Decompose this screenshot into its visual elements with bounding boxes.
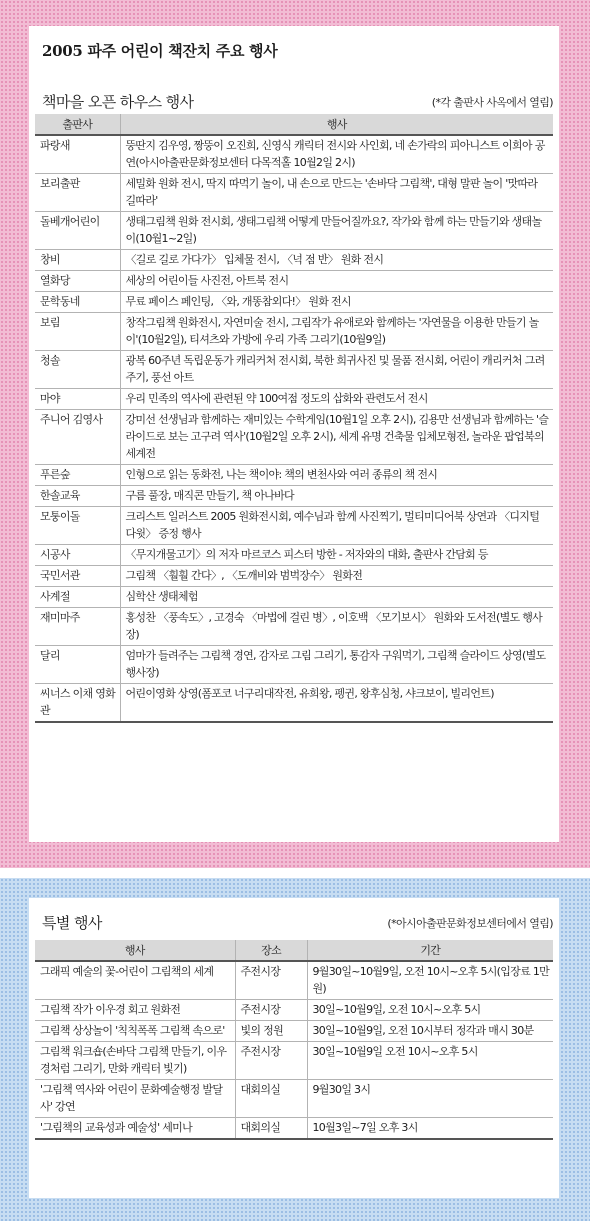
period-cell: 9월30일 3시: [307, 1080, 553, 1118]
event-cell: 심학산 생태체험: [120, 587, 553, 608]
event-cell: 강미선 선생님과 함께하는 재미있는 수학게임(10월1일 오후 2시), 김용만 선생님과 함께하는 '슬라이드로 보는 고구려 역사'(10월2일 오후 2시), 세계 유명 건축물 입체모형전, 놀라운 팝업북의 세계전: [120, 410, 553, 465]
event-cell: 어린이영화 상영(폼포코 너구리대작전, 유희왕, 펭귄, 왕후심청, 샤크보이, 빌리언트): [120, 684, 553, 723]
table-row: [35, 465, 553, 486]
table-row: [35, 961, 553, 1000]
venue-cell: 주전시장: [235, 1000, 307, 1021]
event-cell: 〈길로 길로 가다가〉 입체물 전시, 〈넉 점 반〉 원화 전시: [120, 250, 553, 271]
event-cell: 창작그림책 원화전시, 자연미술 전시, 그림작가 유애로와 함께하는 '자연물을 이용한 만들기 놀이'(10월2일), 티셔츠와 가방에 우리 가족 그리기(10월9일): [120, 313, 553, 351]
open-house-title: 책마을 오픈 하우스 행사: [42, 93, 194, 111]
period-cell: 9월30일~10월9일, 오전 10시~오후 5시(입장료 1만원): [307, 961, 553, 1000]
special-table: [35, 940, 553, 1140]
special-title: 특별 행사: [42, 914, 102, 932]
table-row: [35, 608, 553, 646]
publisher-cell: 시공사: [35, 545, 120, 566]
table-row: [35, 1000, 553, 1021]
event-cell: 세상의 어린이들 사진전, 아트북 전시: [120, 271, 553, 292]
publisher-cell: 청솔: [35, 351, 120, 389]
publisher-cell: 씨너스 이채 영화관: [35, 684, 120, 723]
event-cell: 우리 민족의 역사에 관련된 약 100여점 정도의 삽화와 관련도서 전시: [120, 389, 553, 410]
table-row: [35, 1021, 553, 1042]
period-cell: 30일~10월9일 오전 10시~오후 5시: [307, 1042, 553, 1080]
event-cell: 광복 60주년 독립운동가 캐리커처 전시회, 북한 희귀사진 및 물품 전시회, 어린이 캐리커처 그려주기, 풍선 아트: [120, 351, 553, 389]
event-cell: '그림책의 교육성과 예술성' 세미나: [35, 1118, 235, 1140]
publisher-cell: 보림: [35, 313, 120, 351]
publisher-cell: 마야: [35, 389, 120, 410]
publisher-cell: 돌베개어린이: [35, 212, 120, 250]
venue-cell: 빛의 정원: [235, 1021, 307, 1042]
venue-cell: 대회의실: [235, 1118, 307, 1140]
table-row: [35, 587, 553, 608]
publisher-cell: 한솔교육: [35, 486, 120, 507]
publisher-cell: 보리출판: [35, 174, 120, 212]
header-event: 행사: [120, 114, 553, 135]
venue-cell: 대회의실: [235, 1080, 307, 1118]
table-row: [35, 566, 553, 587]
header-publisher: 출판사: [35, 114, 120, 135]
publisher-cell: 사계절: [35, 587, 120, 608]
table-row: [35, 486, 553, 507]
table-row: [35, 684, 553, 723]
header-event: 행사: [35, 940, 235, 961]
event-cell: 크리스트 일러스트 2005 원화전시회, 예수님과 함께 사진찍기, 멀티미디어북 상연과 〈디지털 다윗〉 증정 행사: [120, 507, 553, 545]
publisher-cell: 달리: [35, 646, 120, 684]
table-row: [35, 271, 553, 292]
table-row: [35, 212, 553, 250]
event-cell: 구름 풀장, 매직콘 만들기, 책 아나바다: [120, 486, 553, 507]
table-row: [35, 646, 553, 684]
event-cell: 그림책 작가 이우경 회고 원화전: [35, 1000, 235, 1021]
event-cell: 뚱딴지 김우영, 짱뚱이 오진희, 신영식 캐릭터 전시와 사인회, 네 손가락의 피아니스트 이희아 공연(아시아출판문화정보센터 다목적홀 10월2일 2시): [120, 135, 553, 174]
event-cell: 그래픽 예술의 꽃-어린이 그림책의 세계: [35, 961, 235, 1000]
table-row: [35, 313, 553, 351]
header-period: 기간: [307, 940, 553, 961]
publisher-cell: 푸른숲: [35, 465, 120, 486]
venue-cell: 주전시장: [235, 1042, 307, 1080]
table-row: [35, 351, 553, 389]
publisher-cell: 창비: [35, 250, 120, 271]
event-cell: 무료 페이스 페인팅, 〈와, 개똥참외다!〉 원화 전시: [120, 292, 553, 313]
main-title: 2005 파주 어린이 책잔치 주요 행사: [42, 42, 278, 60]
table-row: [35, 1118, 553, 1140]
publisher-cell: 열화당: [35, 271, 120, 292]
publisher-cell: 국민서관: [35, 566, 120, 587]
table-row: [35, 1080, 553, 1118]
open-house-panel: [29, 26, 559, 842]
publisher-cell: 모퉁이돌: [35, 507, 120, 545]
period-cell: 30일~10월9일, 오전 10시~오후 5시: [307, 1000, 553, 1021]
special-panel: [29, 898, 559, 1198]
venue-cell: 주전시장: [235, 961, 307, 1000]
publisher-cell: 파랑새: [35, 135, 120, 174]
event-cell: 그림책 〈훨훨 간다〉, 〈도깨비와 범벅장수〉 원화전: [120, 566, 553, 587]
table-row: [35, 410, 553, 465]
header-venue: 장소: [235, 940, 307, 961]
publisher-cell: 주니어 김영사: [35, 410, 120, 465]
special-note: (*아시아출판문화정보센터에서 열림): [387, 917, 553, 930]
event-cell: 생태그림책 원화 전시회, 생태그림책 어떻게 만들어질까요?, 작가와 함께 하는 만들기와 생태놀이(10월1~2일): [120, 212, 553, 250]
period-cell: 10월3일~7일 오후 3시: [307, 1118, 553, 1140]
table-row: [35, 1042, 553, 1080]
event-cell: 그림책 워크숍(손바닥 그림책 만들기, 이우경처럼 그리기, 만화 캐릭터 빛기): [35, 1042, 235, 1080]
table-row: [35, 389, 553, 410]
table-row: [35, 174, 553, 212]
publisher-cell: 재미마주: [35, 608, 120, 646]
event-cell: 인형으로 읽는 동화전, 나는 책이야: 책의 변천사와 여러 종류의 책 전시: [120, 465, 553, 486]
event-cell: '그림책 역사와 어린이 문화예술행정 발달사' 강연: [35, 1080, 235, 1118]
table-row: [35, 507, 553, 545]
publisher-cell: 문학동네: [35, 292, 120, 313]
open-house-note: (*각 출판사 사옥에서 열림): [431, 96, 553, 109]
open-house-table: [35, 114, 553, 723]
period-cell: 30일~10월9일, 오전 10시부터 정각과 매시 30분: [307, 1021, 553, 1042]
event-cell: 홍성찬 〈풍속도〉, 고경숙 〈마법에 걸린 병〉, 이호백 〈모기보시〉 원화와 도서전(별도 행사장): [120, 608, 553, 646]
table-row: [35, 545, 553, 566]
table-row: [35, 292, 553, 313]
event-cell: 그림책 상상놀이 '칙칙폭폭 그림책 속으로': [35, 1021, 235, 1042]
event-cell: 엄마가 들려주는 그림책 경연, 감자로 그림 그리기, 통감자 구워먹기, 그림책 슬라이드 상영(별도 행사장): [120, 646, 553, 684]
table-row: [35, 135, 553, 174]
event-cell: 세밀화 원화 전시, 딱지 따먹기 놀이, 내 손으로 만드는 '손바닥 그림책', 대형 말판 놀이 '맛따라 길따라': [120, 174, 553, 212]
event-cell: 〈무지개물고기〉의 저자 마르코스 피스터 방한 - 저자와의 대화, 출판사 간담회 등: [120, 545, 553, 566]
table-row: [35, 250, 553, 271]
